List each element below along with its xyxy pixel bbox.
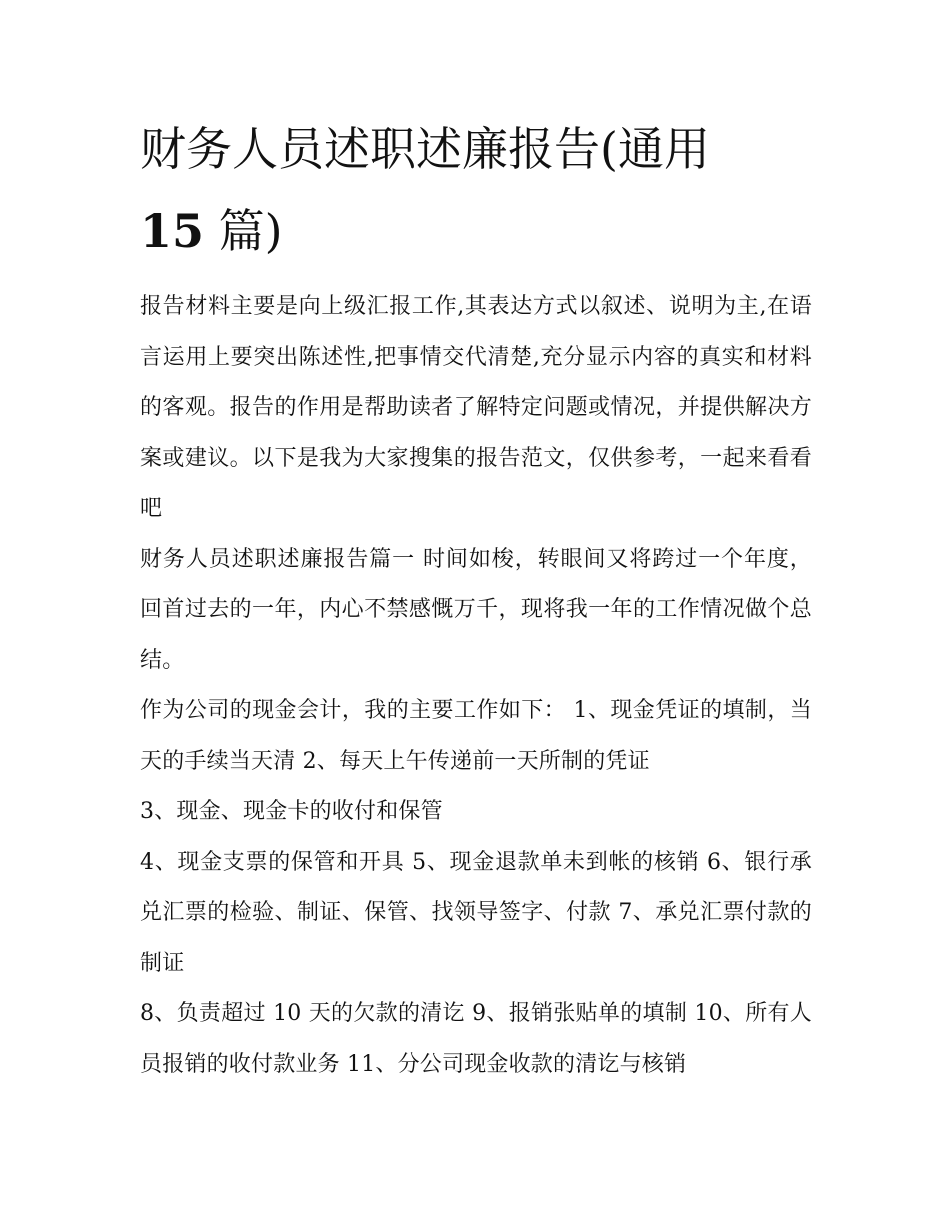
paragraph-items-8-11: 8、负责超过 10 天的欠款的清讫 9、报销张贴单的填制 10、所有人员报销的收付款业务 11、分公司现金收款的清讫与核销 (140, 1001, 812, 1077)
title-number: 15 (140, 204, 205, 258)
paragraph-intro: 报告材料主要是向上级汇报工作,其表达方式以叙述、说明为主,在语言运用上要突出陈述性,把事情交代清楚,充分显示内容的真实和材料的客观。报告的作用是帮助读者了解特定问题或情况，并提供解决方案或建议。以下是我为大家搜集的报告范文，仅供参考，一起来看看吧 (140, 294, 812, 521)
title-main: 财务人员述职述廉报告(通用 (140, 122, 710, 176)
paragraph-item-3: 3、现金、现金卡的收付和保管 (140, 799, 443, 824)
paragraph-items-4-7: 4、现金支票的保管和开具 5、现金退款单未到帐的核销 6、银行承兑汇票的检验、制证、保管、找领导签字、付款 7、承兑汇票付款的制证 (140, 849, 812, 976)
paragraph-duties: 作为公司的现金会计，我的主要工作如下： 1、现金凭证的填制，当天的手续当天清 2、每天上午传递前一天所制的凭证 (140, 698, 812, 774)
paragraph-part-one: 财务人员述职述廉报告篇一 时间如梭，转眼间又将跨过一个年度，回首过去的一年，内心不禁感慨万千，现将我一年的工作情况做个总结。 (140, 546, 812, 673)
document-page (140, 108, 812, 1090)
document-body (140, 282, 812, 1090)
document-title (140, 108, 812, 272)
title-tail: 篇) (204, 204, 283, 258)
